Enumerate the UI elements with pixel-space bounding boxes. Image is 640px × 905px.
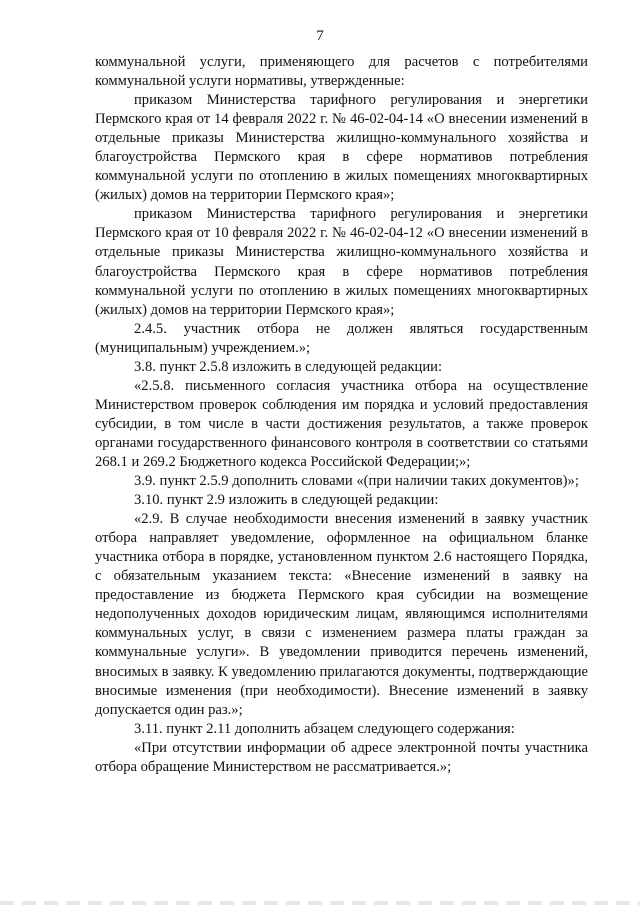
paragraph: 3.8. пункт 2.5.8 изложить в следующей редакции:	[134, 358, 443, 375]
paragraph: приказом Министерства тарифного регулирования и энергетики Пермского края от 14 февраля 2022 г. № 46-02-04-14 «О внесении изменений в отдельные приказы Министерства жилищно-коммунального хозяйства и благоустройства Пермского края в сфере нормативов потребления коммунальной услуги по отоплению в жилых помещениях многоквартирных (жилых) домов на территории Пермского края»;	[95, 92, 588, 204]
paragraph: «При отсутствии информации об адресе электронной почты участника отбора обращение Министерством не рассматривается.»;	[95, 739, 588, 775]
paragraph: «2.5.8. письменного согласия участника отбора на осуществление Министерством проверок соблюдения им порядка и условий предоставления субсидии, в том числе в части достижения результатов, а также проверок органами государственного финансового контроля в соответствии со статьями 268.1 и 269.2 Бюджетного кодекса Российской Федерации;»;	[95, 377, 588, 470]
paragraph: 2.4.5. участник отбора не должен являться государственным (муниципальным) учреждением.»;	[95, 320, 588, 356]
page-number: 7	[316, 28, 324, 44]
scan-edge-artifact	[0, 901, 640, 905]
paragraph: «2.9. В случае необходимости внесения изменений в заявку участник отбора направляет уведомление, оформленное на официальном бланке участника отбора в порядке, установленном пунктом 2.6 настоящего Порядка, с обязательным указанием текста: «Внесение изменений в заявку на предоставление из бюджета Пермского края субсидии на возмещение недополученных доходов юридическим лицам, являющимся исполнителями коммунальных услуг, в связи с изменением размера платы граждан за коммунальные услуги». В уведомлении приводится перечень изменений, вносимых в заявку. К уведомлению прилагаются документы, подтверждающие вносимые изменения (при необходимости). Внесение изменений в заявку допускается один раз.»;	[95, 511, 588, 718]
paragraph: 3.9. пункт 2.5.9 дополнить словами «(при наличии таких документов)»;	[134, 473, 579, 490]
paragraph: 3.11. пункт 2.11 дополнить абзацем следующего содержания:	[134, 720, 515, 737]
document-body	[95, 53, 588, 777]
paragraph: 3.10. пункт 2.9 изложить в следующей редакции:	[134, 492, 439, 509]
paragraph: коммунальной услуги, применяющего для расчетов с потребителями коммунальной услуги нормативы, утвержденные:	[95, 54, 588, 90]
paragraph: приказом Министерства тарифного регулирования и энергетики Пермского края от 10 февраля 2022 г. № 46-02-04-12 «О внесении изменений в отдельные приказы Министерства жилищно-коммунального хозяйства и благоустройства Пермского края в сфере нормативов потребления коммунальной услуги по отоплению в жилых помещениях многоквартирных (жилых) домов на территории Пермского края»;	[95, 206, 588, 318]
